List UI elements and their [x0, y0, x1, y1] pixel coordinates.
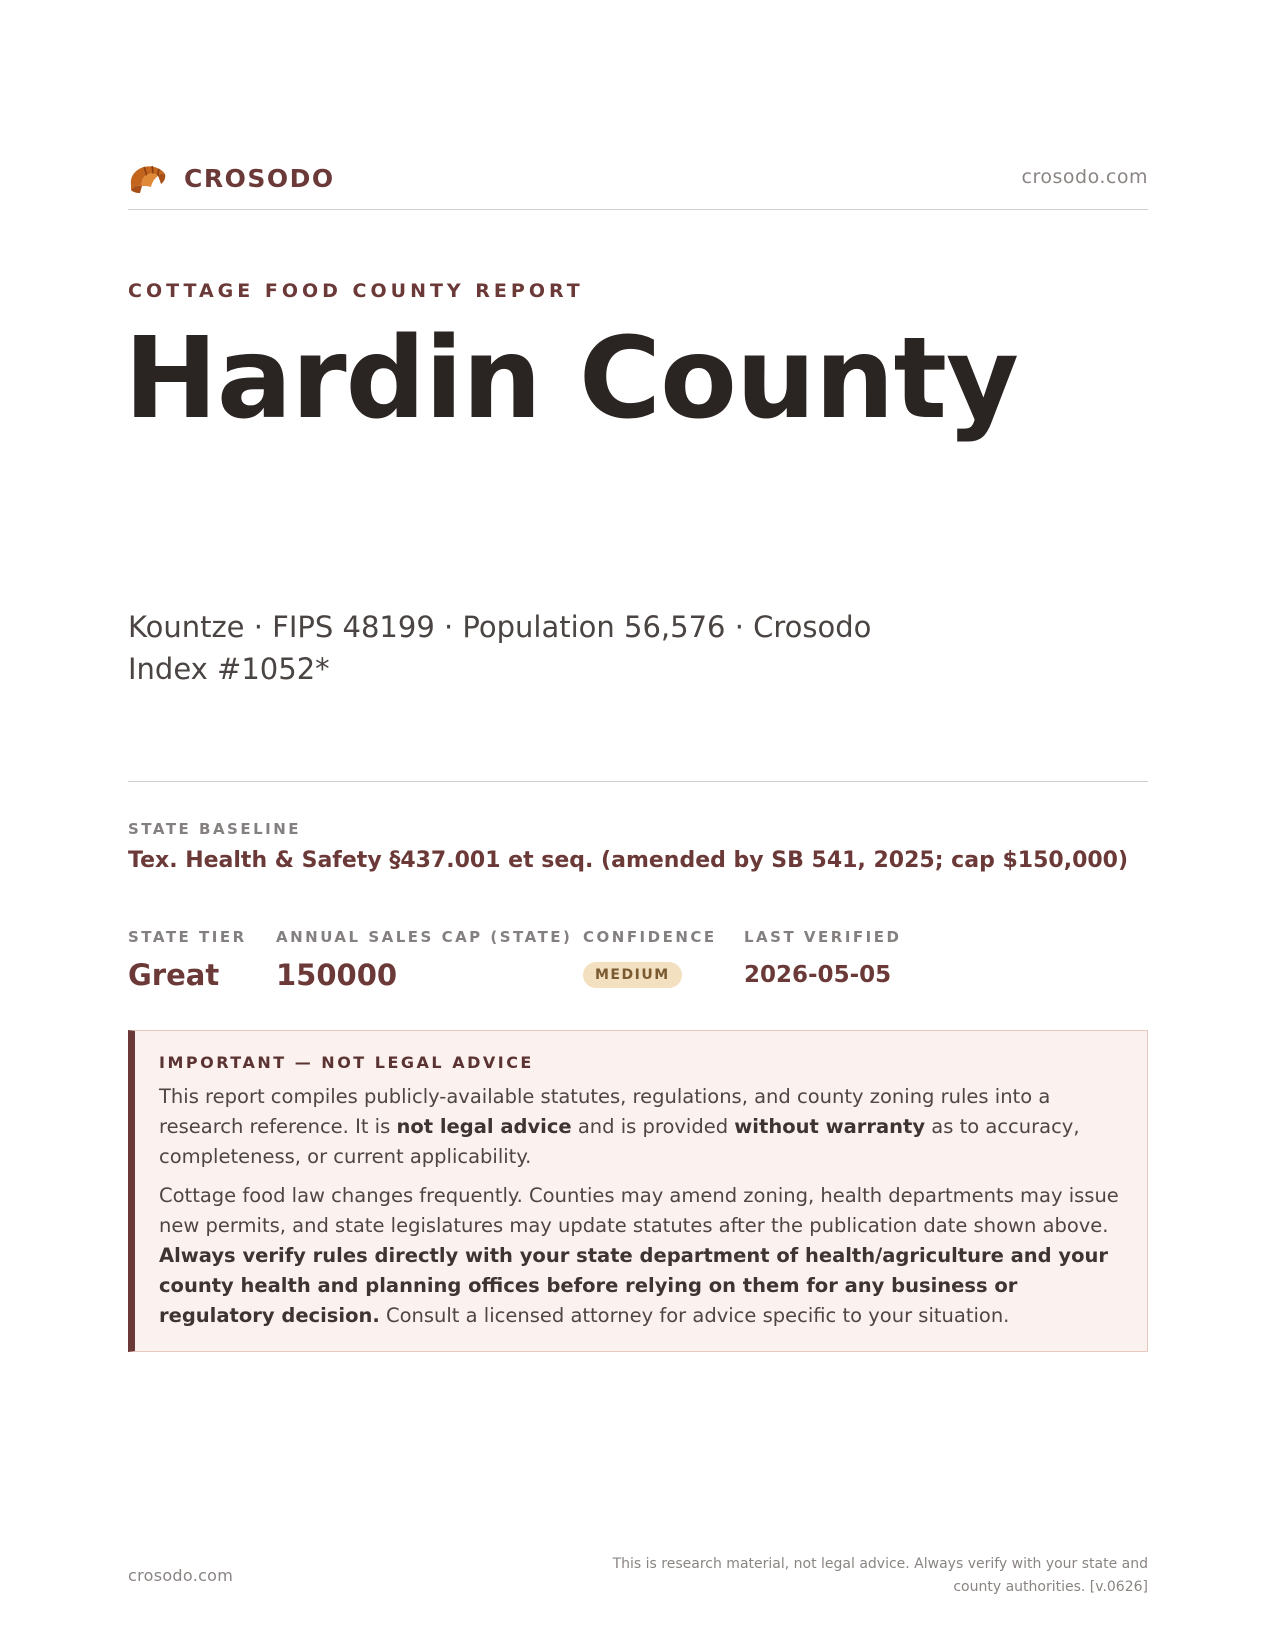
brand [128, 160, 335, 196]
last-verified-label: LAST VERIFIED [744, 928, 902, 946]
confidence-label: CONFIDENCE [583, 928, 717, 946]
stat-last-verified [744, 928, 901, 988]
footer-site-url[interactable]: crosodo.com [128, 1566, 234, 1585]
notice-text: as to accuracy, completeness, or current applicability. [159, 1115, 1080, 1168]
state-baseline-value: Tex. Health & Safety §437.001 et seq. (amended by SB 541, 2025; cap $150,000) [128, 848, 1129, 873]
section-divider [128, 781, 1148, 782]
site-url[interactable]: crosodo.com [1021, 166, 1148, 188]
page-header [128, 160, 1148, 210]
notice-text: Cottage food law changes frequently. Counties may amend zoning, health departments may issue new permits, and state legislatures may update statutes after the publication date shown above. [159, 1184, 1119, 1237]
legal-notice-title: IMPORTANT — NOT LEGAL ADVICE [159, 1053, 534, 1072]
state-tier-label: STATE TIER [128, 928, 247, 946]
sales-cap-value: 150000 [276, 958, 398, 992]
state-tier-value: Great [128, 958, 220, 992]
report-eyebrow: COTTAGE FOOD COUNTY REPORT [128, 280, 584, 302]
footer-disclaimer: This is research material, not legal advice. Always verify with your state and county authorities. [v.0626] [612, 1556, 1148, 1595]
report-subtitle: Kountze · FIPS 48199 · Population 56,576 · Crosodo Index #1052* [128, 610, 872, 686]
page-title: Hardin County [124, 314, 1018, 444]
confidence-badge: MEDIUM [583, 962, 682, 988]
notice-text: Consult a licensed attorney for advice specific to your situation. [379, 1304, 1010, 1327]
stat-state-tier [128, 928, 247, 992]
legal-notice-paragraph-1 [159, 1082, 1119, 1172]
notice-emphasis: without warranty [734, 1115, 926, 1138]
notice-text: This report compiles publicly-available statutes, regulations, and county zoning rules into a research reference. It is [159, 1085, 1051, 1138]
stat-sales-cap [276, 928, 572, 992]
notice-text: and is provided [571, 1115, 735, 1138]
croissant-icon [128, 160, 168, 196]
last-verified-value: 2026-05-05 [744, 962, 892, 988]
sales-cap-label: ANNUAL SALES CAP (STATE) [276, 928, 573, 946]
stat-confidence [583, 928, 717, 988]
state-baseline-label: STATE BASELINE [128, 820, 302, 838]
legal-notice-paragraph-2 [159, 1181, 1119, 1331]
brand-name: CROSODO [184, 163, 335, 193]
notice-emphasis: Always verify rules directly with your state department of health/agriculture and your county health and planning offices before relying on them for any business or regulatory decision. [159, 1244, 1109, 1327]
notice-emphasis: not legal advice [396, 1115, 572, 1138]
legal-notice [128, 1030, 1148, 1352]
